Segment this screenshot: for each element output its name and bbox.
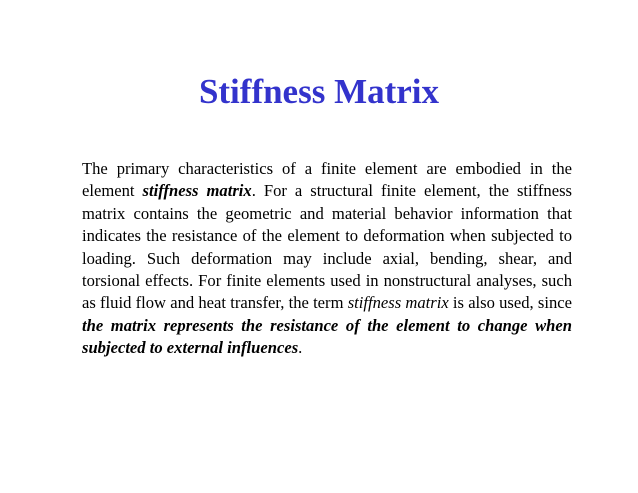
italic-stiffness-matrix: stiffness matrix [347,293,449,313]
text-segment: . For a structural finite element, the stiffness matrix contains the geometric and material behavior information that indicates the resistance of the element to deformation when subjected to loading. Such deformation may include axial, bending, shear, and torsional effects. For finite elements used in nonstructural analyses, such as fluid flow and heat transfer, the term [82,181,572,313]
emphasis-definition: the matrix represents the resistance of the element to change when subjected to external influences [82,315,572,358]
slide-title: Stiffness Matrix [198,72,440,111]
text-segment: The primary characteristics of a finite element are embodied in the element [82,159,572,201]
text-segment: is also used, since [448,293,572,313]
body-paragraph [82,158,572,360]
text-segment: . [298,338,303,358]
emphasis-stiffness-matrix: stiffness matrix [142,181,252,201]
